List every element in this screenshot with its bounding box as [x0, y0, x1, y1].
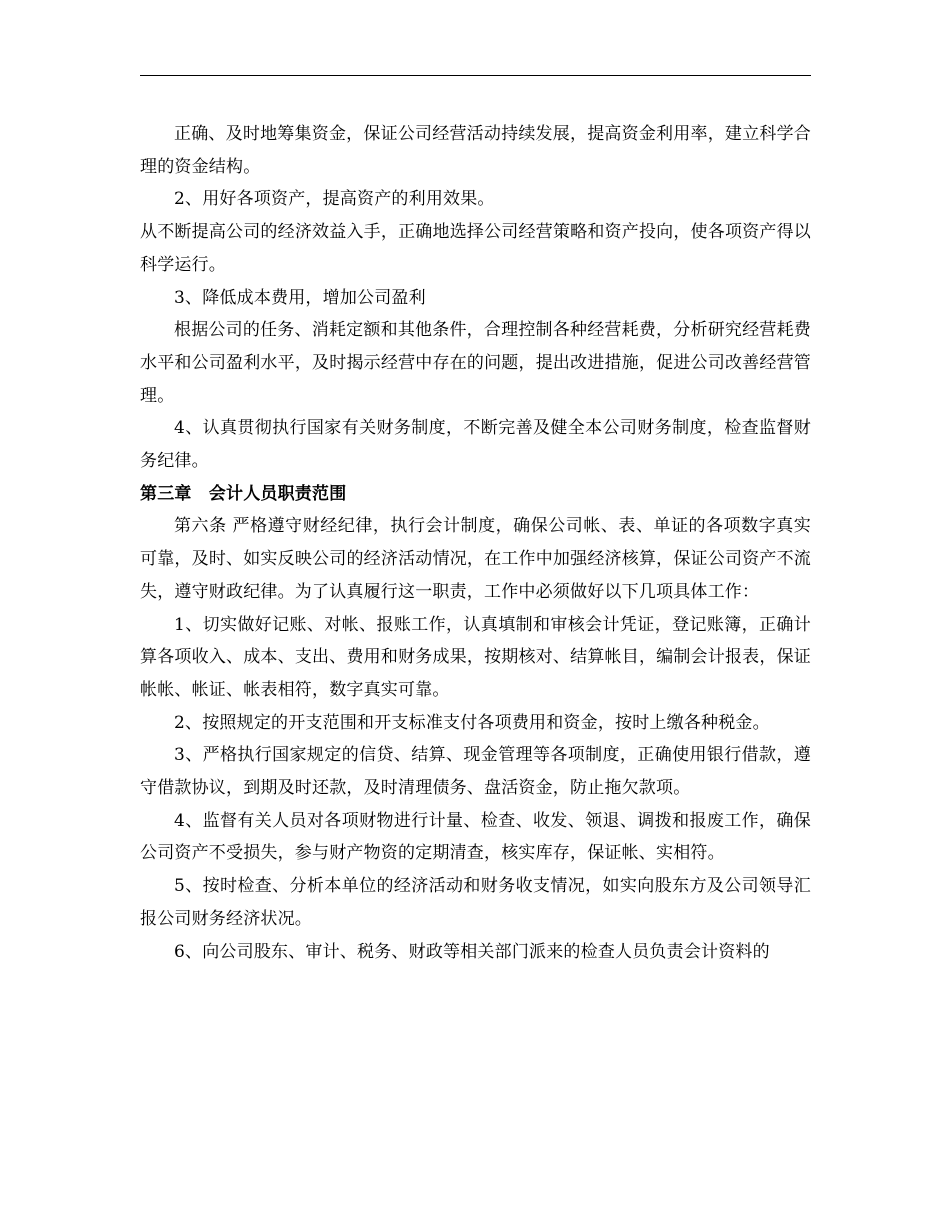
list-item: 6、向公司股东、审计、税务、财政等相关部门派来的检查人员负责会计资料的 [174, 941, 770, 962]
list-item: 5、按时检查、分析本单位的经济活动和财务收支情况，如实向股东方及公司领导汇报公司财务经济状况。 [140, 876, 811, 929]
chapter-heading: 第三章 会计人员职责范围 [140, 483, 347, 504]
list-item: 4、监督有关人员对各项财物进行计量、检查、收发、领退、调拨和报废工作，确保公司资产不受损失，参与财产物资的定期清查，核实库存，保证帐、实相符。 [140, 810, 811, 864]
list-item: 2、按照规定的开支范围和开支标准支付各项费用和资金，按时上缴各种税金。 [174, 712, 770, 733]
document-body [140, 118, 811, 968]
list-item: 4、认真贯彻执行国家有关财务制度，不断完善及健全本公司财务制度，检查监督财务纪律。 [140, 418, 811, 472]
paragraph: 根据公司的任务、消耗定额和其他条件，合理控制各种经营耗费，分析研究经营耗费水平和公司盈利水平，及时揭示经营中存在的问题，提出改进措施，促进公司改善经营管理。 [140, 320, 811, 406]
list-item: 1、切实做好记账、对帐、报账工作，认真填制和审核会计凭证，登记账簿，正确计算各项收入、成本、支出、费用和财务成果，按期核对、结算帐目，编制会计报表，保证帐帐、帐证、帐表相符，数字真实可靠。 [140, 614, 811, 700]
paragraph: 从不断提高公司的经济效益入手，正确地选择公司经营策略和资产投向，使各项资产得以科学运行。 [140, 222, 811, 275]
paragraph: 正确、及时地筹集资金，保证公司经营活动持续发展，提高资金利用率，建立科学合理的资金结构。 [140, 124, 811, 177]
list-item: 3、降低成本费用，增加公司盈利 [174, 287, 426, 308]
header-rule [140, 75, 811, 76]
list-item: 2、用好各项资产，提高资产的利用效果。 [174, 189, 495, 210]
list-item: 3、严格执行国家规定的信贷、结算、现金管理等各项制度，正确使用银行借款，遵守借款协议，到期及时还款，及时清理债务、盘活资金，防止拖欠款项。 [140, 745, 811, 799]
article-paragraph: 第六条 严格遵守财经纪律，执行会计制度，确保公司帐、表、单证的各项数字真实可靠，及时、如实反映公司的经济活动情况，在工作中加强经济核算，保证公司资产不流失，遵守财政纪律。为了认真履行这一职责，工作中必须做好以下几项具体工作： [140, 516, 811, 602]
